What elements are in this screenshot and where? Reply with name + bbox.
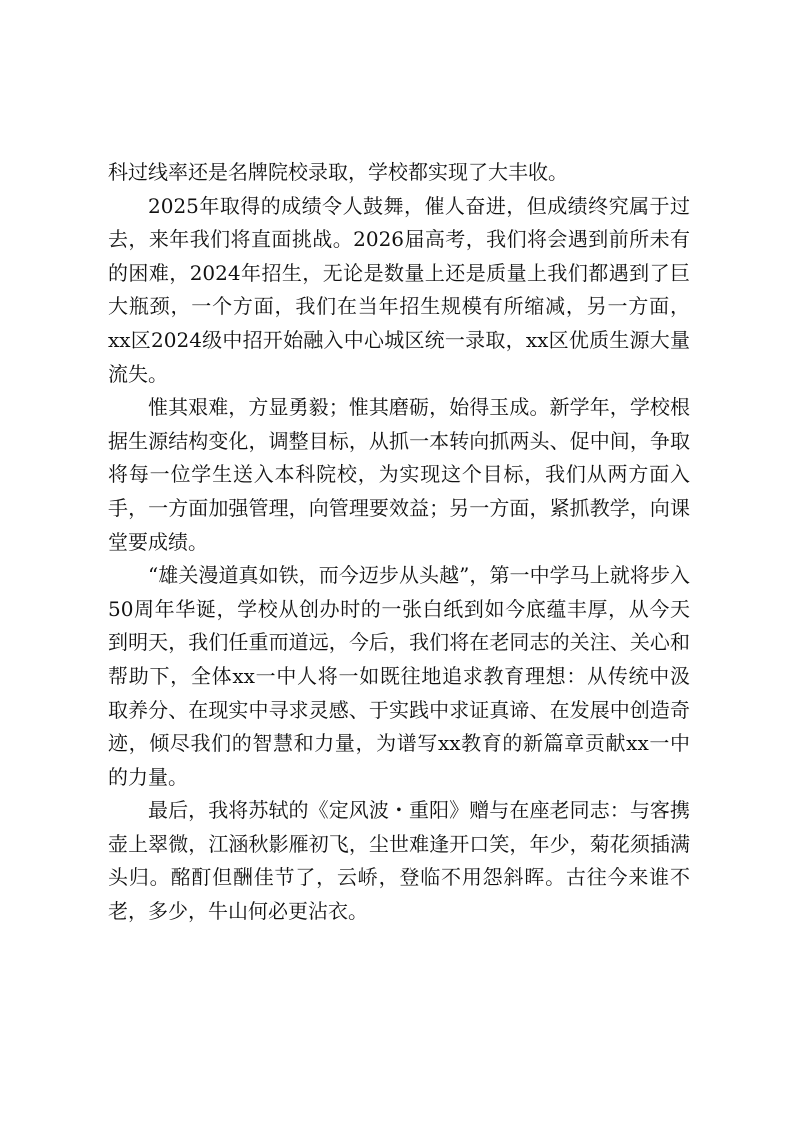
paragraph-1: 科过线率还是名牌院校录取，学校都实现了大丰收。	[108, 160, 568, 184]
paragraph-3: 惟其艰难，方显勇毅；惟其磨砺，始得玉成。新学年，学校根据生源结构变化，调整目标，从抓一本转向抓两头、促中间，争取将每一位学生送入本科院校，为实现这个目标，我们从两方面入手，一方面加强管理，向管理要效益；另一方面，紧抓教学，向课堂要成绩。	[108, 395, 690, 554]
paragraph-4: “雄关漫道真如铁，而今迈步从头越”，第一中学马上就将步入50周年华诞，学校从创办时的一张白纸到如今底蕴丰厚，从今天到明天，我们任重而道远，今后，我们将在老同志的关注、关心和帮助下，全体xx一中人将一如既往地追求教育理想：从传统中汲取养分、在现实中寻求灵感、于实践中求证真谛、在发展中创造奇迹，倾尽我们的智慧和力量，为谱写xx教育的新篇章贡献xx一中的力量。	[108, 563, 690, 789]
document-body	[108, 156, 690, 929]
paragraph-2: 2025年取得的成绩令人鼓舞，催人奋进，但成绩终究属于过去，来年我们将直面挑战。2026届高考，我们将会遇到前所未有的困难，2024年招生，无论是数量上还是质量上我们都遇到了巨大瓶颈，一个方面，我们在当年招生规模有所缩减，另一方面，xx区2024级中招开始融入中心城区统一录取，xx区优质生源大量流失。	[108, 193, 690, 386]
paragraph-5: 最后，我将苏轼的《定风波・重阳》赠与在座老同志：与客携壶上翠微，江涵秋影雁初飞，尘世难逢开口笑，年少，菊花须插满头归。酩酊但酬佳节了，云峤，登临不用怨斜晖。古往今来谁不老，多少，牛山何必更沾衣。	[108, 798, 690, 924]
